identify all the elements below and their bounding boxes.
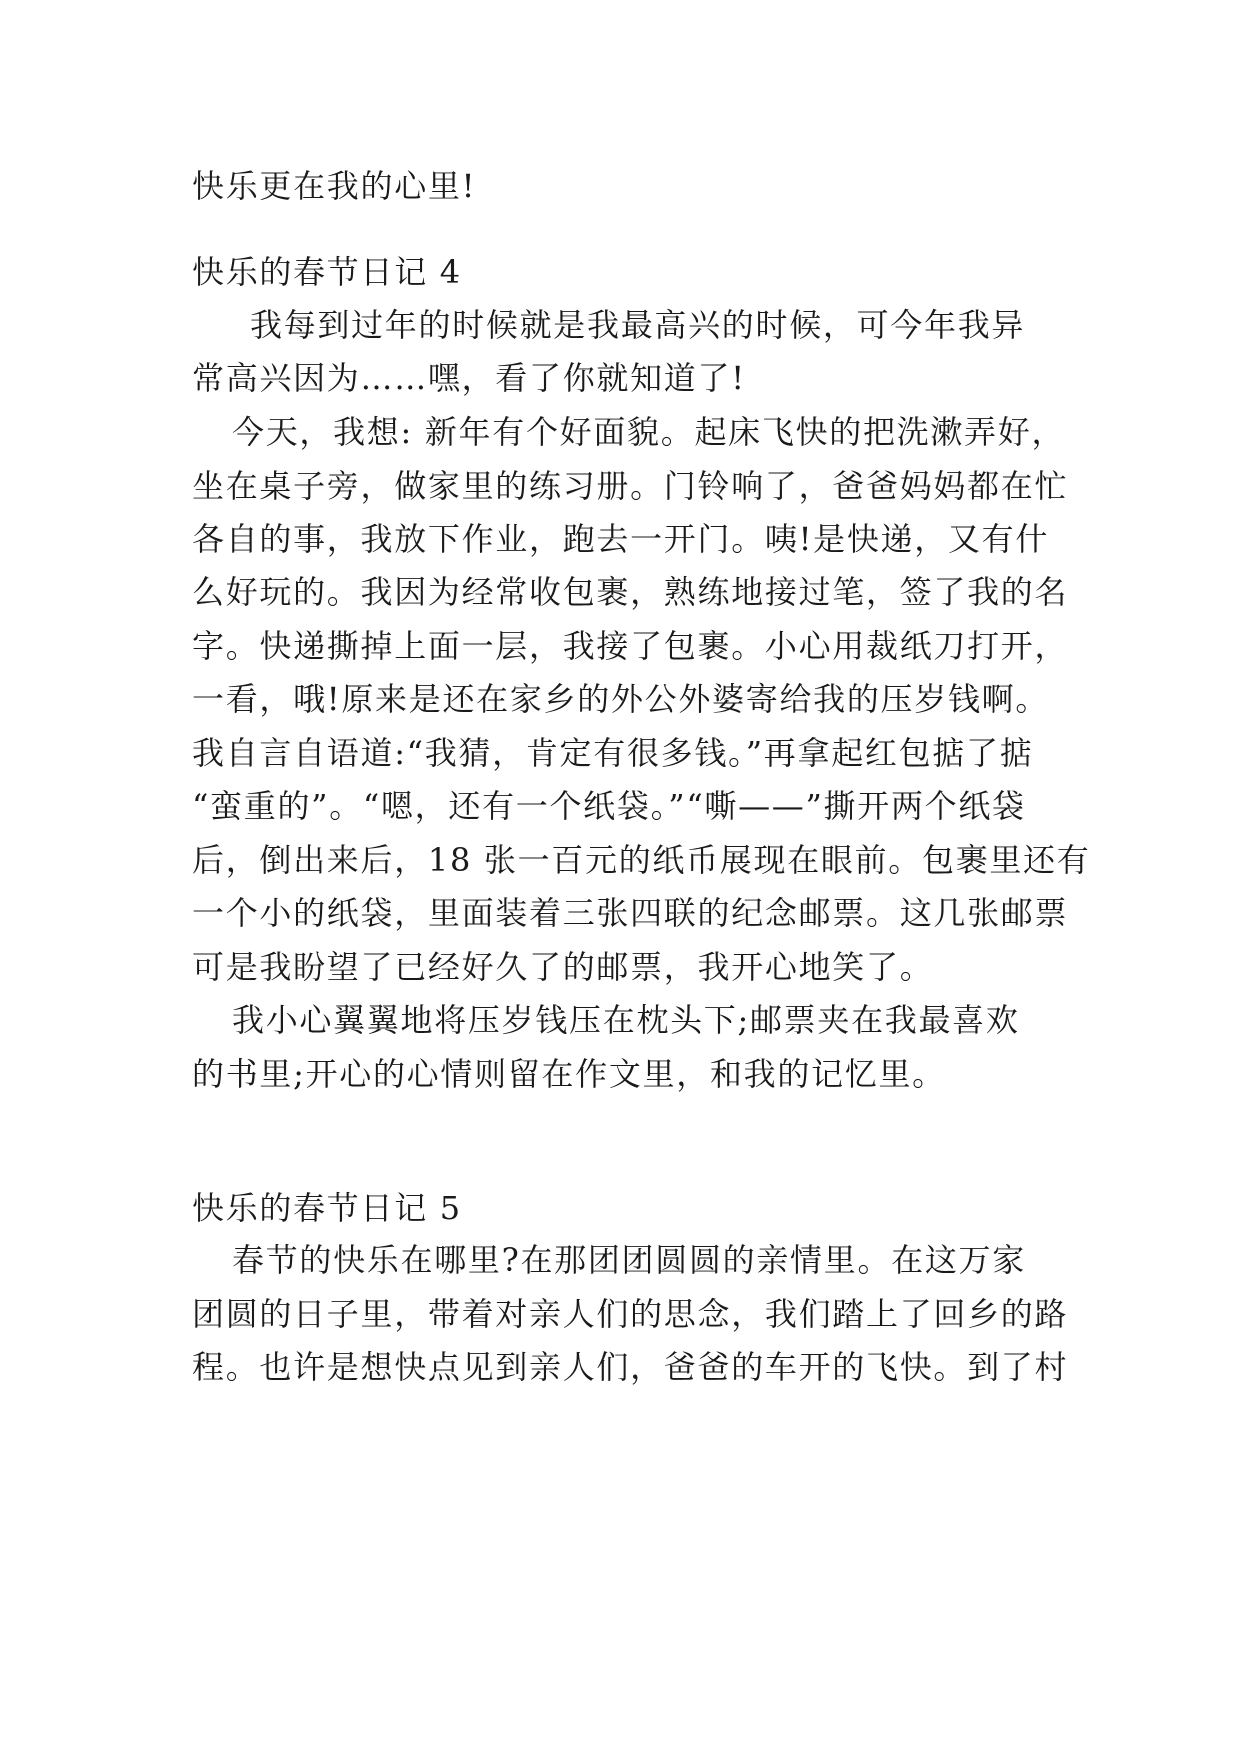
diary-4-heading: 快乐的春节日记 4 [192,253,462,291]
paragraph-line: 团圆的日子里，带着对亲人们的思念，我们踏上了回乡的路 [192,1295,1069,1333]
paragraph-line: 春节的快乐在哪里?在那团团圆圆的亲情里。在这万家 [232,1241,1026,1279]
paragraph-line: 字。快递撕掉上面一层，我接了包裹。小心用裁纸刀打开， [192,627,1069,665]
paragraph-line: 我自言自语道:“我猜，肯定有很多钱。”再拿起红包掂了掂 [192,734,1034,772]
paragraph-line: 么好玩的。我因为经常收包裹，熟练地接过笔，签了我的名 [192,573,1069,611]
diary-5-heading: 快乐的春节日记 5 [192,1189,462,1227]
paragraph-line: 今天，我想: 新年有个好面貌。起床飞快的把洗漱弄好， [232,413,1066,451]
paragraph-line: 后，倒出来后，18 张一百元的纸币展现在眼前。包裹里还有 [192,841,1091,879]
paragraph-line: 我小心翼翼地将压岁钱压在枕头下;邮票夹在我最喜欢 [232,1001,1020,1039]
paragraph-line: 一个小的纸袋，里面装着三张四联的纪念邮票。这几张邮票 [192,894,1069,932]
paragraph-line: 的书里;开心的心情则留在作文里，和我的记忆里。 [192,1055,946,1093]
paragraph-line: “蛮重的”。“嗯，还有一个纸袋。”“嘶——”撕开两个纸袋 [192,787,1026,825]
paragraph-line: 一看，哦!原来是还在家乡的外公外婆寄给我的压岁钱啊。 [192,680,1050,718]
paragraph-line: 程。也许是想快点见到亲人们，爸爸的车开的飞快。到了村 [192,1348,1069,1386]
paragraph-line: 常高兴因为……嘿，看了你就知道了! [192,359,746,397]
paragraph-line: 各自的事，我放下作业，跑去一开门。咦!是快递，又有什 [192,520,1050,558]
paragraph-line: 我每到过年的时候就是我最高兴的时候，可今年我异 [250,306,1026,344]
paragraph-line: 坐在桌子旁，做家里的练习册。门铃响了，爸爸妈妈都在忙 [192,467,1069,505]
paragraph-line: 可是我盼望了已经好久了的邮票，我开心地笑了。 [192,948,934,986]
closing-line: 快乐更在我的心里! [192,167,477,205]
